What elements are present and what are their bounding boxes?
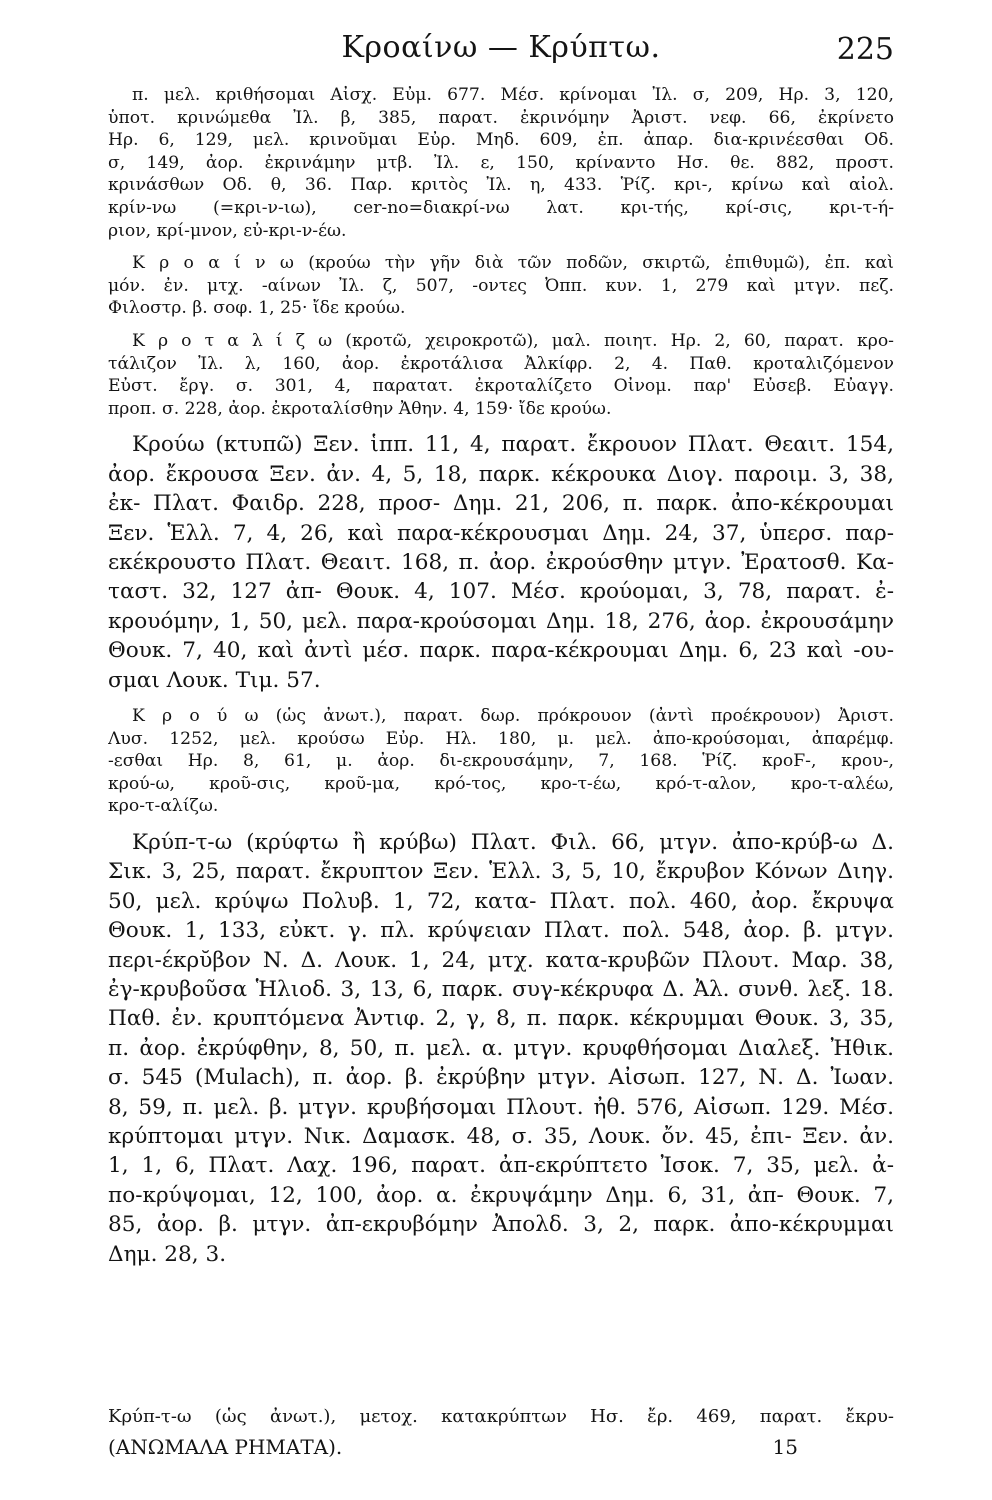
- entry-line: κρινάσθων Οδ. θ, 36. Παρ. κριτὸς Ἰλ. η, 433. Ῥίζ. κρι-, κρίνω καὶ αἰολ.: [108, 175, 894, 196]
- entry-line: Παθ. ἐν. κρυπτόμενα Ἀντιφ. 2, γ, 8, π. παρκ. κέκρυμμαι Θουκ. 3, 35,: [108, 1006, 894, 1032]
- dictionary-entry: [108, 252, 894, 320]
- entry-line: ἐκ- Πλατ. Φαιδρ. 228, προσ- Δημ. 21, 206, π. παρκ. ἀπο-κέκρουμαι: [108, 491, 894, 517]
- page-number: 225: [836, 32, 894, 67]
- page-footer: [108, 1406, 894, 1459]
- entry-line: 8, 59, π. μελ. β. μτγν. κρυβήσομαι Πλουτ. ἠθ. 576, Αἰσωπ. 129. Μέσ.: [108, 1094, 894, 1120]
- entry-line: περι-έκρῠβον Ν. Δ. Λουκ. 1, 24, μτχ. κατα-κρυβῶν Πλουτ. Μαρ. 38,: [108, 947, 894, 973]
- entry-line: Κ ρ ο α ί ν ω (κρούω τὴν γῆν διὰ τῶν ποδῶν, σκιρτῶ, ἐπιθυμῶ), ἐπ. καὶ: [132, 253, 894, 274]
- dictionary-entry: [108, 430, 894, 695]
- signature-mark: 15: [772, 1435, 798, 1459]
- dictionary-entry: [108, 330, 894, 420]
- entry-line: -εσθαι Ηρ. 8, 61, μ. ἀορ. δι-εκρουσάμην, 7, 168. Ῥίζ. κροϜ-, κρου-,: [108, 751, 894, 772]
- entry-line: κρίν-νω (=κρι-ν-ιω), cer-no=διακρί-νω λατ. κρι-τής, κρί-σις, κρι-τ-ή-: [108, 197, 894, 218]
- entry-line: ταστ. 32, 127 ἀπ- Θουκ. 4, 107. Μέσ. κρούομαι, 3, 78, παρατ. ἐ-: [108, 579, 894, 605]
- entry-line: Κ ρ ο ύ ω (ὡς ἀνωτ.), παρατ. δωρ. πρόκρουον (ἀντὶ προέκρουον) Ἀριστ.: [132, 705, 894, 726]
- continuation-line: Κρύπ-τ-ω (ὡς ἀνωτ.), μετοχ. κατακρύπτων Ησ. ἔρ. 469, παρατ. ἔκρυ-: [108, 1406, 894, 1427]
- entry-line: κρο-τ-αλίζω.: [108, 796, 219, 817]
- entry-line: σμαι Λουκ. Τιμ. 57.: [108, 667, 321, 693]
- entry-line: Ηρ. 6, 129, μελ. κρινοῦμαι Εὐρ. Μηδ. 609, ἐπ. ἀπαρ. δια-κρινέεσθαι Οδ.: [108, 130, 894, 151]
- entry-line: Θουκ. 7, 40, καὶ ἀντὶ μέσ. παρκ. παρα-κέκρουμαι Δημ. 6, 23 καὶ -ου-: [108, 638, 894, 664]
- entry-line: σ, 149, ἀορ. ἐκρινάμην μτβ. Ἰλ. ε, 150, κρίναντο Ησ. θε. 882, προστ.: [108, 152, 894, 173]
- entry-line: Δημ. 28, 3.: [108, 1241, 227, 1267]
- entry-line: τάλιζον Ἰλ. λ, 160, ἀορ. ἐκροτάλισα Ἀλκίφρ. 2, 4. Παθ. κροταλιζόμενον: [108, 353, 894, 374]
- entry-line: Κρούω (κτυπῶ) Ξεν. ἱππ. 11, 4, παρατ. ἔκρουον Πλατ. Θεαιτ. 154,: [132, 432, 894, 458]
- entry-line: Ξεν. Ἑλλ. 7, 4, 26, καὶ παρα-κέκρουσμαι Δημ. 24, 37, ὑπερσ. παρ-: [108, 520, 894, 546]
- entry-line: 50, μελ. κρύψω Πολυβ. 1, 72, κατα- Πλατ. πολ. 460, ἀορ. ἔκρυψα: [108, 888, 894, 914]
- entry-line: Κ ρ ο τ α λ ί ζ ω (κροτῶ, χειροκροτῶ), μαλ. ποιητ. Ηρ. 2, 60, παρατ. κρο-: [132, 330, 894, 351]
- entry-line: Φιλοστρ. β. σοφ. 1, 25· ἴδε κρούω.: [108, 298, 406, 319]
- entry-line: μόν. ἐν. μτχ. -αίνων Ἰλ. ζ, 507, -οντες Ὀππ. κυν. 1, 279 καὶ μτγν. πεζ.: [108, 275, 894, 296]
- dictionary-entry: [108, 828, 894, 1269]
- entry-line: 1, 1, 6, Πλατ. Λαχ. 196, παρατ. ἀπ-εκρύπτετο Ἰσοκ. 7, 35, μελ. ἀ-: [108, 1153, 894, 1179]
- entry-line: πο-κρύψομαι, 12, 100, ἀορ. α. ἐκρυψάμην Δημ. 6, 31, ἀπ- Θουκ. 7,: [108, 1182, 894, 1208]
- running-header: [108, 30, 894, 78]
- entry-line: Λυσ. 1252, μελ. κρούσω Εὐρ. Ηλ. 180, μ. μελ. ἀπο-κρούσομαι, ἀπαρέμφ.: [108, 728, 894, 749]
- entry-line: σ. 545 (Mulach), π. ἀορ. β. ἐκρύβην μτγν. Αἰσωπ. 127, Ν. Δ. Ἰωαν.: [108, 1065, 894, 1091]
- entry-line: ἐγ-κρυβοῦσα Ἡλιοδ. 3, 13, 6, παρκ. συγ-κέκρυφα Δ. Ἀλ. συνθ. λεξ. 18.: [108, 976, 894, 1002]
- section-title: (ΑΝΩΜΑΛΑ ΡΗΜΑΤΑ).: [108, 1435, 343, 1459]
- entry-line: προπ. σ. 228, ἀορ. ἐκροταλίσθην Ἀθην. 4, 159· ἴδε κρούω.: [108, 398, 612, 419]
- entry-line: π. ἀορ. ἐκρύφθην, 8, 50, π. μελ. α. μτγν. κρυφθήσομαι Διαλεξ. Ἠθικ.: [108, 1035, 894, 1061]
- entry-line: ἀορ. ἔκρουσα Ξεν. ἀν. 4, 5, 18, παρκ. κέκρουκα Διογ. παροιμ. 3, 38,: [108, 461, 894, 487]
- entry-line: ριον, κρί-μνον, εὐ-κρι-ν-έω.: [108, 220, 347, 241]
- entry-line: 85, ἀορ. β. μτγν. ἀπ-εκρυβόμην Ἀπολδ. 3, 2, παρκ. ἀπο-κέκρυμμαι: [108, 1212, 894, 1238]
- dictionary-entry: [108, 84, 894, 242]
- entry-line: π. μελ. κριθήσομαι Αἰσχ. Εὐμ. 677. Μέσ. κρίνομαι Ἰλ. σ, 209, Ηρ. 3, 120,: [132, 85, 894, 105]
- entry-line: ὑποτ. κρινώμεθα Ἰλ. β, 385, παρατ. ἐκρινόμην Ἀριστ. νεφ. 66, ἐκρίνετο: [108, 107, 894, 128]
- entry-line: κρουόμην, 1, 50, μελ. παρα-κρούσομαι Δημ. 18, 276, ἀορ. ἐκρουσάμην: [108, 608, 894, 634]
- running-title: Κροαίνω — Κρύπτω.: [341, 30, 661, 65]
- entry-line: κρύπτομαι μτγν. Νικ. Δαμασκ. 48, σ. 35, Λουκ. ὄν. 45, ἐπι- Ξεν. ἀν.: [108, 1124, 894, 1149]
- entry-line: εκέκρουστο Πλατ. Θεαιτ. 168, π. ἀορ. ἐκρούσθην μτγν. Ἐρατοσθ. Κα-: [108, 549, 894, 575]
- entry-line: Κρύπ-τ-ω (κρύφτω ἢ κρύβω) Πλατ. Φιλ. 66, μτγν. ἀπο-κρύβ-ω Δ.: [132, 829, 894, 855]
- entry-line: Εὐστ. ἔργ. σ. 301, 4, παρατατ. ἐκροταλίζετο Οἰνομ. παρ' Εὐσεβ. Εὐαγγ.: [108, 376, 894, 397]
- entry-line: Σικ. 3, 25, παρατ. ἔκρυπτον Ξεν. Ἑλλ. 3, 5, 10, ἔκρυβον Κόνων Διηγ.: [108, 859, 894, 885]
- entry-line: κρού-ω, κροῦ-σις, κροῦ-μα, κρό-τος, κρο-τ-έω, κρό-τ-αλον, κρο-τ-αλέω,: [108, 773, 894, 794]
- dictionary-entries: [108, 84, 894, 1279]
- entry-line: Θουκ. 1, 133, εὐκτ. γ. πλ. κρύψειαν Πλατ. πολ. 548, ἀορ. β. μτγν.: [108, 918, 894, 944]
- dictionary-entry: [108, 705, 894, 818]
